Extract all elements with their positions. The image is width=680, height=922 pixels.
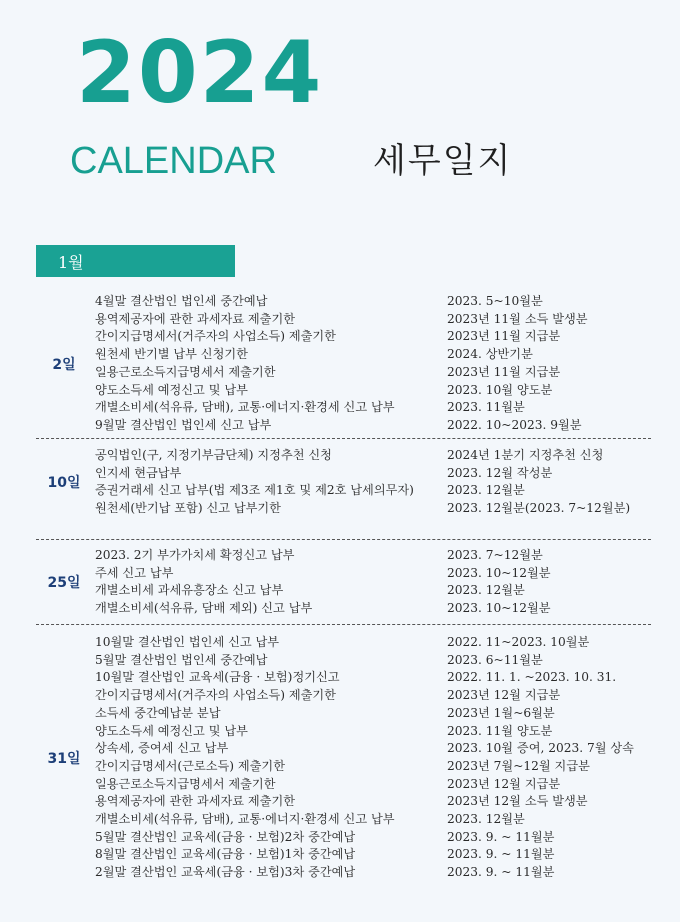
schedule-row: [36, 600, 651, 617]
task-text: 공익법인(구, 지정기부금단체) 지정추천 신청: [95, 448, 332, 462]
day-label: 25일: [47, 575, 81, 592]
task-text: 양도소득세 예정신고 및 납부: [95, 723, 248, 738]
task-text: 4월말 결산법인 법인세 중간예납: [95, 294, 268, 308]
period-text: 2023. 10~12월분: [447, 601, 551, 616]
period-text: 2023. 12월분: [447, 583, 525, 598]
schedule-row: [36, 793, 651, 810]
schedule-row: [36, 776, 651, 793]
schedule-row: [36, 364, 651, 381]
schedule-row: [36, 846, 651, 863]
day-section: [36, 447, 651, 518]
schedule-row: [36, 465, 651, 482]
schedule-row: [36, 399, 651, 416]
section-divider: [36, 438, 651, 439]
schedule-row: [36, 669, 651, 686]
task-text: 간이지급명세서(거주자의 사업소득) 제출기한: [95, 688, 336, 703]
schedule-row: [36, 500, 651, 517]
schedule-row: [36, 811, 651, 828]
period-text: 2023. 10월 증여, 2023. 7월 상속: [447, 741, 634, 756]
day-section: [36, 634, 651, 882]
schedule-row: [36, 864, 651, 881]
schedule-row: [36, 311, 651, 328]
task-text: 원천세(반기납 포함) 신고 납부기한: [95, 501, 281, 516]
task-text: 간이지급명세서(근로소득) 제출기한: [95, 758, 285, 773]
calendar-heading: CALENDAR: [70, 140, 277, 182]
task-text: 5월말 결산법인 교육세(금융 · 보험)2차 중간예납: [95, 829, 356, 844]
period-text: 2023년 7월~12월 지급분: [447, 758, 590, 773]
task-text: 용역제공자에 관한 과세자료 제출기한: [95, 794, 295, 809]
task-text: 5월말 결산법인 법인세 중간예납: [95, 652, 268, 667]
task-text: 2월말 결산법인 교육세(금융 · 보험)3차 중간예납: [95, 865, 356, 880]
task-text: 10월말 결산법인 교육세(금융 · 보험)정기신고: [95, 670, 340, 685]
period-text: 2024. 상반기분: [447, 347, 533, 362]
schedule-row: [36, 687, 651, 704]
month-label: 1월: [58, 253, 84, 272]
period-text: 2023. 10~12월분: [447, 565, 551, 580]
section-divider: [36, 624, 651, 625]
year-title: 2024: [76, 23, 324, 123]
task-text: 개별소비세(석유류, 담배 제외) 신고 납부: [95, 601, 313, 616]
period-text: 2023년 12월 지급분: [447, 688, 561, 703]
period-text: 2023년 11월 지급분: [447, 329, 561, 344]
period-text: 2022. 10~2023. 9월분: [447, 417, 582, 432]
period-text: 2023년 11월 지급분: [447, 364, 561, 379]
period-text: 2023. 7~12월분: [447, 548, 543, 562]
schedule-row: [36, 829, 651, 846]
schedule-row: [36, 582, 651, 599]
task-text: 2023. 2기 부가가치세 확정신고 납부: [95, 548, 295, 562]
schedule-row: [36, 417, 651, 434]
task-text: 10월말 결산법인 법인세 신고 납부: [95, 635, 280, 649]
period-text: 2023. 9. ~ 11월분: [447, 847, 555, 862]
day-section: [36, 547, 651, 618]
schedule-row: [36, 634, 651, 651]
schedule-row: [36, 293, 651, 310]
period-text: 2023년 12월 지급분: [447, 776, 561, 791]
period-text: 2023. 12월분: [447, 483, 525, 498]
schedule-row: [36, 705, 651, 722]
task-text: 소득세 중간예납분 분납: [95, 705, 221, 720]
task-text: 간이지급명세서(거주자의 사업소득) 제출기한: [95, 329, 336, 344]
page-subtitle: 세무일지: [373, 141, 513, 181]
schedule-row: [36, 758, 651, 775]
period-text: 2023년 11월 소득 발생분: [447, 311, 588, 326]
day-label: 31일: [47, 750, 81, 767]
schedule-row: [36, 382, 651, 399]
task-text: 개별소비세(석유류, 담배), 교통·에너지·환경세 신고 납부: [95, 400, 395, 415]
schedule-row: [36, 482, 651, 499]
task-text: 개별소비세 과세유흥장소 신고 납부: [95, 583, 284, 598]
schedule-row: [36, 346, 651, 363]
day-section: [36, 293, 651, 435]
period-text: 2024년 1분기 지정추천 신청: [447, 448, 604, 462]
schedule-row: [36, 723, 651, 740]
day-label: 2일: [52, 356, 76, 373]
period-text: 2023. 9. ~ 11월분: [447, 865, 555, 880]
schedule-row: [36, 565, 651, 582]
schedule-row: [36, 740, 651, 757]
schedule-row: [36, 547, 651, 564]
task-text: 주세 신고 납부: [95, 565, 174, 580]
task-text: 개별소비세(석유류, 담배), 교통·에너지·환경세 신고 납부: [95, 812, 395, 826]
period-text: 2023. 5~10월분: [447, 294, 543, 308]
task-text: 증권거래세 신고 납부(법 제3조 제1호 및 제2호 납세의무자): [95, 483, 414, 498]
period-text: 2023. 10월 양도분: [447, 382, 553, 397]
period-text: 2023. 12월분: [447, 812, 525, 826]
task-text: 인지세 현금납부: [95, 465, 182, 480]
task-text: 8월말 결산법인 교육세(금융 · 보험)1차 중간예납: [95, 847, 356, 862]
month-banner: [36, 245, 235, 277]
task-text: 용역제공자에 관한 과세자료 제출기한: [95, 311, 295, 326]
section-divider: [36, 539, 651, 540]
period-text: 2023. 9. ~ 11월분: [447, 829, 555, 844]
period-text: 2022. 11. 1. ~2023. 10. 31.: [447, 670, 617, 685]
task-text: 원천세 반기별 납부 신청기한: [95, 347, 248, 362]
period-text: 2023. 12월분(2023. 7~12월분): [447, 501, 631, 516]
period-text: 2022. 11~2023. 10월분: [447, 635, 590, 649]
day-label: 10일: [47, 475, 81, 492]
period-text: 2023. 11월 양도분: [447, 723, 553, 738]
period-text: 2023. 6~11월분: [447, 652, 543, 667]
period-text: 2023. 11월분: [447, 400, 525, 415]
task-text: 양도소득세 예정신고 및 납부: [95, 382, 248, 397]
schedule-row: [36, 328, 651, 345]
schedule-row: [36, 447, 651, 464]
period-text: 2023년 1월~6월분: [447, 705, 555, 720]
period-text: 2023년 12월 소득 발생분: [447, 794, 588, 809]
task-text: 일용근로소득지급명세서 제출기한: [95, 364, 276, 379]
task-text: 9월말 결산법인 법인세 신고 납부: [95, 417, 272, 432]
task-text: 상속세, 증여세 신고 납부: [95, 741, 229, 756]
task-text: 일용근로소득지급명세서 제출기한: [95, 776, 276, 791]
period-text: 2023. 12월 작성분: [447, 465, 553, 480]
schedule-row: [36, 652, 651, 669]
